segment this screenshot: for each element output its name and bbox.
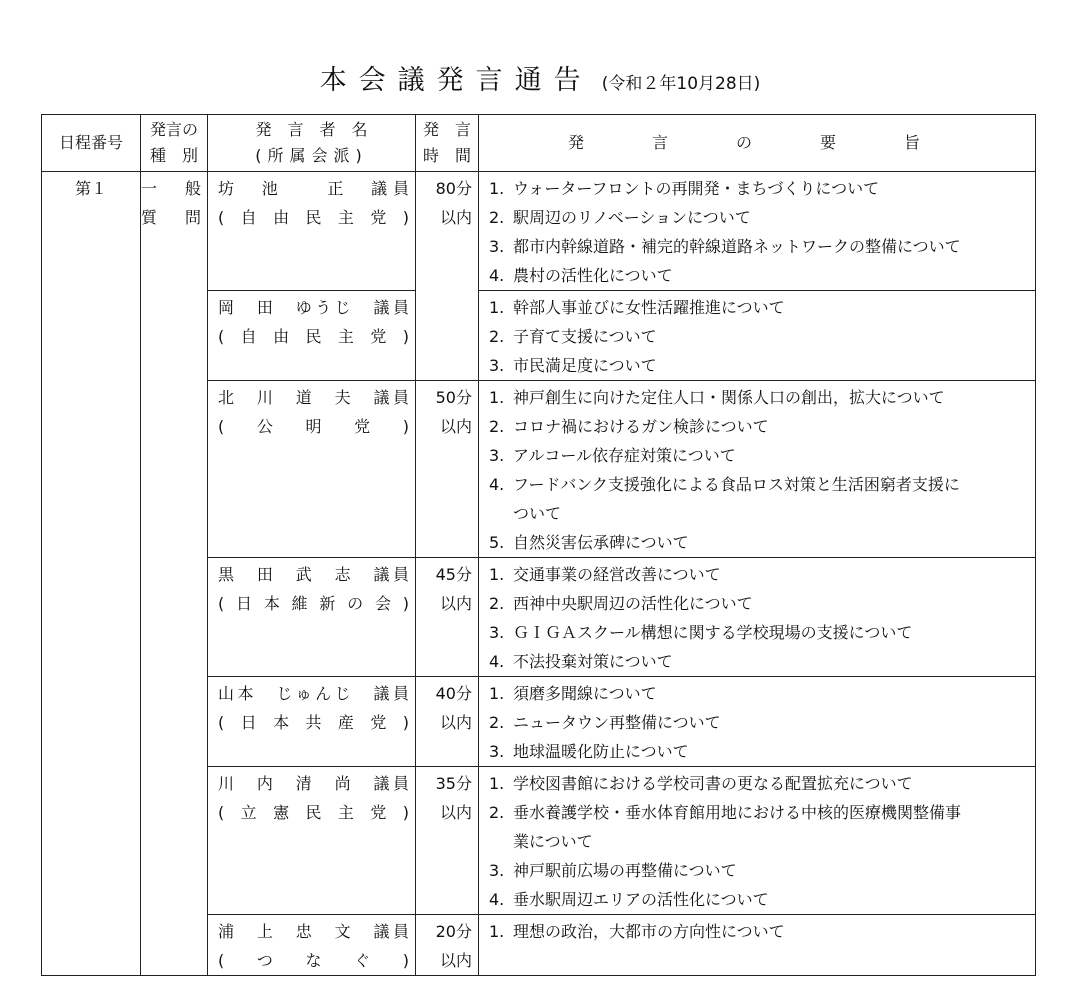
summary-item [489,293,1031,322]
summary-item-text: 須磨多聞線について [513,684,657,703]
summary-item-text: 垂水駅周辺エリアの活性化について [513,890,769,909]
speaker-cell [208,381,416,558]
summary-item-number: 4. [489,890,505,909]
speaker-party: (日本維新の会) [218,594,409,613]
speech-time-minutes: 35分 [435,774,472,793]
speaker-row [42,172,1036,291]
speech-time-limit: 以内 [439,208,472,227]
summary-item-number: 4. [489,266,505,285]
speaker-name: 山本 じゅんじ 議員 [218,684,409,703]
speech-time-minutes: 80分 [435,179,472,198]
summary-item-number: 2. [489,417,505,436]
summary-item-text: 駅周辺のリノベーションについて [513,208,751,227]
header-time: 発 言 時 間 [416,115,479,172]
summary-item [489,351,1031,380]
speech-time-minutes: 50分 [435,388,472,407]
summary-item-number: 2. [489,594,505,613]
summary-item-number: 1. [489,388,505,407]
summary-item [489,618,1031,647]
summary-item-text: 農村の活性化について [513,266,673,285]
summary-cell [479,677,1036,767]
document-date: (令和２年10月28日) [601,74,761,94]
summary-item [489,261,1031,290]
summary-item [489,798,1031,827]
summary-item [489,708,1031,737]
speaker-party: (日本共産党) [218,713,409,732]
summary-item [489,470,1031,499]
summary-item [489,917,1031,946]
summary-item [489,383,1031,412]
summary-cell [479,767,1036,915]
summary-item-text: ニュータウン再整備について [513,713,721,732]
summary-item-text: 都市内幹線道路・補完的幹線道路ネットワークの整備について [513,237,961,256]
summary-item [489,885,1031,914]
header-row [42,115,1036,172]
summary-item-text: アルコール依存症対策について [513,446,736,465]
summary-item-number: 3. [489,446,505,465]
speaker-name: 川 内 清 尚 議員 [218,774,409,793]
speech-notice-table [41,114,1036,976]
speech-kind-line: 質 問 [141,208,208,227]
speaker-cell [208,558,416,677]
speech-time [416,915,479,976]
speech-time-minutes: 40分 [435,684,472,703]
summary-item-text: 交通事業の経営改善について [513,565,721,584]
schedule-number: 第１ [42,172,141,976]
speaker-name: 岡 田 ゆうじ 議員 [218,298,409,317]
speaker-cell [208,915,416,976]
header-kind: 発言の 種 別 [141,115,208,172]
speaker-name: 黒 田 武 志 議員 [218,565,409,584]
summary-item [489,769,1031,798]
speaker-party: (つなぐ) [218,951,409,970]
speech-time [416,172,479,381]
speech-time-minutes: 45分 [435,565,472,584]
summary-item-text: 幹部人事並びに女性活躍推進について [513,298,785,317]
speaker-name: 浦 上 忠 文 議員 [218,922,409,941]
summary-item-number: 1. [489,179,505,198]
summary-item [489,560,1031,589]
summary-item-text: 子育て支援について [513,327,657,346]
speech-time [416,558,479,677]
header-schedule-no: 日程番号 [42,115,141,172]
summary-item-number: 5. [489,533,505,552]
summary-item-number: 4. [489,652,505,671]
summary-item-text: 理想の政治，大都市の方向性について [513,922,785,941]
summary-item [489,412,1031,441]
header-speaker: 発 言 者 名 (所属会派) [208,115,416,172]
summary-item-number: 2. [489,713,505,732]
summary-item-text: ＧＩＧＡスクール構想に関する学校現場の支援について [513,623,913,642]
summary-item-text: コロナ禍におけるガン検診について [513,417,769,436]
table-body [42,172,1036,976]
speech-time-limit: 以内 [439,713,472,732]
speaker-cell [208,172,416,291]
speaker-party: (自由民主党) [218,208,409,227]
speaker-party: (自由民主党) [218,327,409,346]
summary-item-number: 4. [489,475,505,494]
summary-cell [479,558,1036,677]
summary-item-continuation: ついて [513,504,562,523]
summary-item [489,203,1031,232]
summary-item [489,589,1031,618]
summary-cell [479,172,1036,291]
summary-item [489,232,1031,261]
summary-item-continuation: 業について [513,832,593,851]
speaker-name: 坊 池 正 議員 [218,179,409,198]
summary-item [489,528,1031,557]
summary-item-number: 2. [489,803,505,822]
speaker-party: (公明党) [218,417,409,436]
speech-kind [141,172,208,976]
summary-item-text: 市民満足度について [513,356,657,375]
speaker-name: 北 川 道 夫 議員 [218,388,409,407]
speaker-cell [208,677,416,767]
summary-item-text: 垂水養護学校・垂水体育館用地における中核的医療機関整備事 [513,803,962,822]
summary-item-text: ウォーターフロントの再開発・まちづくりについて [513,179,880,198]
speech-time [416,381,479,558]
summary-item-number: 3. [489,861,505,880]
summary-item-number: 3. [489,742,505,761]
summary-item [489,322,1031,351]
summary-item-number: 1. [489,565,505,584]
summary-item-number: 3. [489,356,505,375]
summary-item-number: 2. [489,327,505,346]
summary-item-text: 地球温暖化防止について [513,742,689,761]
summary-item-text: フードバンク支援強化による食品ロス対策と生活困窮者支援に [513,475,960,494]
speaker-party: (立憲民主党) [218,803,409,822]
summary-item-number: 2. [489,208,505,227]
speech-time-limit: 以内 [439,594,472,613]
summary-cell [479,381,1036,558]
speech-time-limit: 以内 [439,417,472,436]
speech-time [416,677,479,767]
summary-item-text: 不法投棄対策について [513,652,673,671]
summary-item-number: 1. [489,774,505,793]
title-row [0,58,1080,97]
summary-item-number: 1. [489,298,505,317]
summary-item [489,679,1031,708]
speech-time-limit: 以内 [439,803,472,822]
speech-time-minutes: 20分 [435,922,472,941]
summary-item-text: 学校図書館における学校司書の更なる配置拡充について [513,774,913,793]
speaker-cell [208,291,416,381]
summary-item [489,647,1031,676]
summary-item [489,737,1031,766]
summary-cell [479,915,1036,976]
summary-cell [479,291,1036,381]
summary-item [489,441,1031,470]
summary-item-text: 西神中央駅周辺の活性化について [513,594,753,613]
summary-item-text: 神戸駅前広場の再整備について [513,861,737,880]
summary-item-number: 3. [489,237,505,256]
document-title: 本会議発言通告 [319,65,593,96]
summary-item-number: 1. [489,922,505,941]
speech-kind-line: 一 般 [141,179,208,198]
summary-item-text: 自然災害伝承碑について [513,533,689,552]
summary-item-number: 3. [489,623,505,642]
header-summary: 発 言 の 要 旨 [479,115,1036,172]
speaker-cell [208,767,416,915]
summary-item-number: 1. [489,684,505,703]
summary-item [489,856,1031,885]
summary-item-text: 神戸創生に向けた定住人口・関係人口の創出，拡大について [513,388,945,407]
speech-time [416,767,479,915]
speech-time-limit: 以内 [439,951,472,970]
summary-item [489,174,1031,203]
